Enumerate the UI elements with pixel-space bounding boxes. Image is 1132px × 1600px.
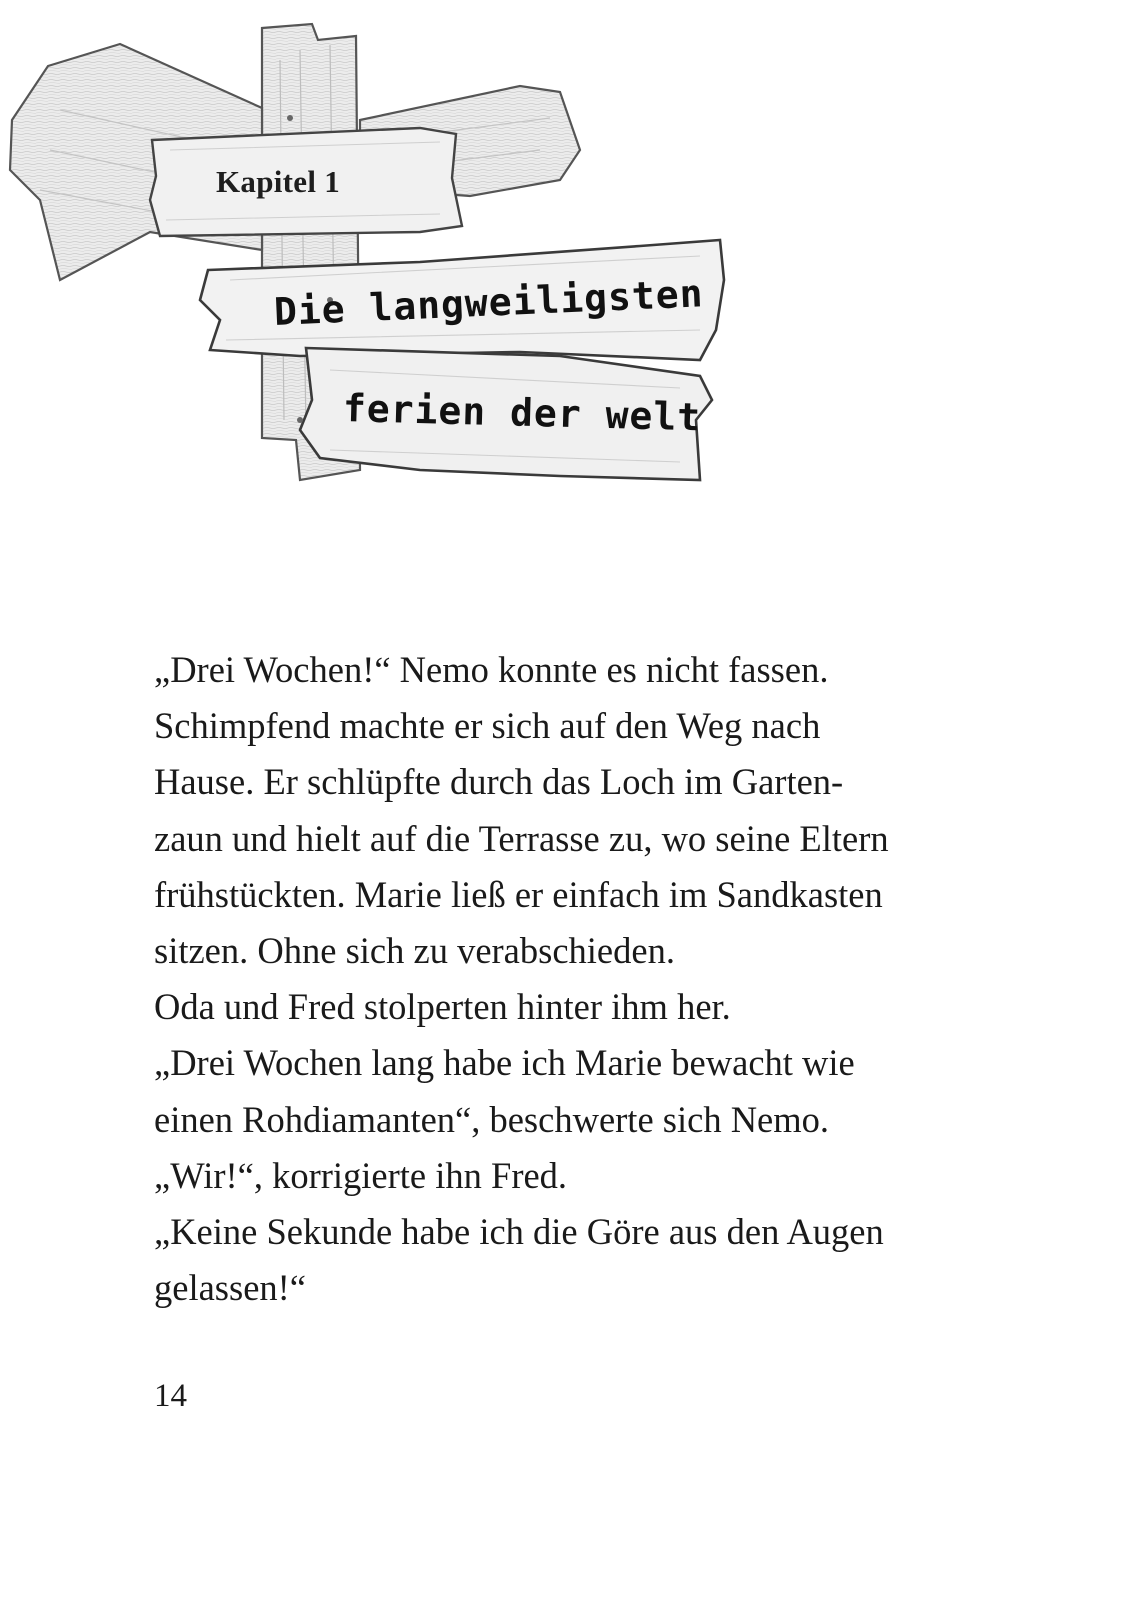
text-line: gelassen!“: [154, 1267, 307, 1309]
body-text: [154, 642, 1004, 1316]
text-line: zaun und hielt auf die Terrasse zu, wo seine Eltern: [154, 817, 889, 859]
nail-icon: [297, 417, 303, 423]
text-line: einen Rohdiamanten“, beschwerte sich Nemo.: [154, 1098, 830, 1140]
text-line: sitzen. Ohne sich zu verabschieden.: [154, 930, 675, 972]
text-line: „Wir!“, korrigierte ihn Fred.: [154, 1154, 568, 1196]
chapter-title-line-2: ferien der welt: [342, 386, 702, 440]
chapter-title-line-1: Die langweiligsten: [273, 271, 705, 334]
text-line: „Keine Sekunde habe ich die Göre aus den Augen: [154, 1211, 884, 1253]
text-line: Oda und Fred stolperten hinter ihm her.: [154, 986, 731, 1028]
page-number: 14: [154, 1378, 187, 1414]
text-line: Schimpfend machte er sich auf den Weg nach: [154, 705, 821, 747]
nail-icon: [287, 115, 293, 121]
chapter-label: Kapitel 1: [216, 164, 341, 199]
text-line: Hause. Er schlüpfte durch das Loch im Garten-: [154, 761, 844, 803]
text-line: frühstückten. Marie ließ er einfach im Sandkasten: [154, 873, 883, 915]
text-line: „Drei Wochen!“ Nemo konnte es nicht fassen.: [154, 649, 829, 690]
text-line: „Drei Wochen lang habe ich Marie bewacht wie: [154, 1042, 855, 1084]
signpost-illustration: [0, 0, 760, 520]
